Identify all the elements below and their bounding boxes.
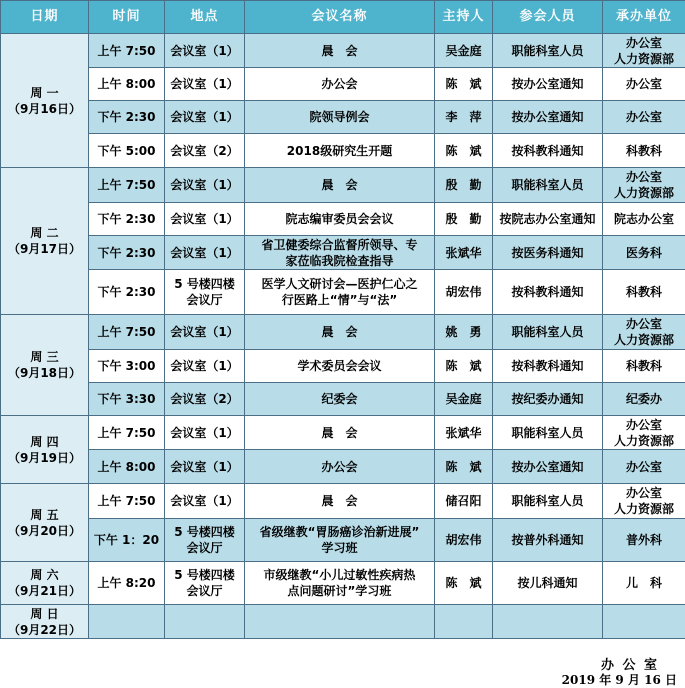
- table-row: [1, 383, 685, 416]
- place-cell: 会议室（1）: [165, 450, 245, 484]
- header-organizer: 承办单位: [603, 1, 685, 34]
- attendees-cell: 按科教科通知: [493, 134, 603, 168]
- time-cell: 下午 2:30: [89, 270, 165, 315]
- table-row: [1, 270, 685, 315]
- attendees-cell: 按医务科通知: [493, 236, 603, 270]
- table-row: [1, 34, 685, 68]
- place-cell: 会议室（1）: [165, 315, 245, 350]
- header-attendees: 参会人员: [493, 1, 603, 34]
- time-cell: 上午 7:50: [89, 34, 165, 68]
- meeting-name-cell: 办公会: [245, 68, 435, 101]
- meeting-name-cell: 2018级研究生开题: [245, 134, 435, 168]
- time-cell: 下午 1：20: [89, 519, 165, 562]
- day-date: （9月20日）: [7, 523, 82, 538]
- time-cell: 上午 8:00: [89, 450, 165, 484]
- table-row: [1, 315, 685, 350]
- time-cell: 上午 8:00: [89, 68, 165, 101]
- host-cell: 陈 斌: [435, 562, 493, 605]
- organizer-cell: 科教科: [603, 350, 685, 383]
- attendees-cell: 职能科室人员: [493, 416, 603, 450]
- place-cell: 会议室（2）: [165, 383, 245, 416]
- organizer-cell: 院志办公室: [603, 203, 685, 236]
- organizer-cell: 科教科: [603, 270, 685, 315]
- meeting-name-cell: 晨 会: [245, 34, 435, 68]
- host-cell: 殷 勤: [435, 203, 493, 236]
- attendees-cell: [493, 605, 603, 639]
- meeting-name-cell: 办公会: [245, 450, 435, 484]
- organizer-cell: 办公室: [603, 450, 685, 484]
- attendees-cell: 按办公室通知: [493, 450, 603, 484]
- meeting-name-cell: 医学人文研讨会—医护仁心之 行医路上“情”与“法”: [245, 270, 435, 315]
- place-cell: 会议室（1）: [165, 68, 245, 101]
- attendees-cell: 按纪委办通知: [493, 383, 603, 416]
- host-cell: 殷 勤: [435, 168, 493, 203]
- organizer-cell: 办公室 人力资源部: [603, 315, 685, 350]
- time-cell: 上午 7:50: [89, 168, 165, 203]
- host-cell: 储召阳: [435, 484, 493, 519]
- organizer-cell: 办公室 人力资源部: [603, 416, 685, 450]
- table-row: [1, 203, 685, 236]
- header-place: 地点: [165, 1, 245, 34]
- day-date: （9月18日）: [7, 366, 82, 380]
- day-cell: [1, 315, 89, 416]
- table-row: [1, 168, 685, 203]
- day-label: 周 四: [30, 434, 59, 449]
- organizer-cell: 纪委办: [603, 383, 685, 416]
- time-cell: 下午 2:30: [89, 203, 165, 236]
- time-cell: 下午 3:00: [89, 350, 165, 383]
- attendees-cell: 职能科室人员: [493, 315, 603, 350]
- day-label: 周 三: [30, 350, 59, 364]
- attendees-cell: 按科教科通知: [493, 350, 603, 383]
- time-cell: 下午 2:30: [89, 101, 165, 134]
- table-row: [1, 450, 685, 484]
- table-row: [1, 101, 685, 134]
- organizer-cell: 医务科: [603, 236, 685, 270]
- attendees-cell: 按普外科通知: [493, 519, 603, 562]
- organizer-cell: 儿 科: [603, 562, 685, 605]
- meeting-name-cell: 市级继教“小儿过敏性疾病热 点问题研讨”学习班: [245, 562, 435, 605]
- host-cell: [435, 605, 493, 639]
- day-date: （9月16日）: [7, 101, 82, 116]
- day-cell: [1, 168, 89, 315]
- attendees-cell: 按儿科通知: [493, 562, 603, 605]
- place-cell: 会议室（1）: [165, 350, 245, 383]
- host-cell: 胡宏伟: [435, 519, 493, 562]
- organizer-cell: [603, 605, 685, 639]
- day-date: （9月21日）: [7, 584, 82, 598]
- host-cell: 胡宏伟: [435, 270, 493, 315]
- host-cell: 陈 斌: [435, 350, 493, 383]
- host-cell: 李 萍: [435, 101, 493, 134]
- meeting-name-cell: 纪委会: [245, 383, 435, 416]
- footer-date: 2019 年 9 月 16 日: [561, 673, 677, 687]
- place-cell: 5 号楼四楼 会议厅: [165, 519, 245, 562]
- host-cell: 张斌华: [435, 236, 493, 270]
- place-cell: 5 号楼四楼 会议厅: [165, 562, 245, 605]
- attendees-cell: 按办公室通知: [493, 68, 603, 101]
- day-date: （9月22日）: [7, 622, 82, 637]
- time-cell: 上午 7:50: [89, 484, 165, 519]
- attendees-cell: 职能科室人员: [493, 484, 603, 519]
- day-cell: [1, 562, 89, 605]
- meeting-name-cell: 晨 会: [245, 315, 435, 350]
- day-date: （9月17日）: [7, 242, 82, 256]
- organizer-cell: 办公室 人力资源部: [603, 484, 685, 519]
- time-cell: 下午 5:00: [89, 134, 165, 168]
- place-cell: 会议室（1）: [165, 416, 245, 450]
- attendees-cell: 按办公室通知: [493, 101, 603, 134]
- table-row: [1, 562, 685, 605]
- header-time: 时间: [89, 1, 165, 34]
- place-cell: 会议室（1）: [165, 203, 245, 236]
- header-date: 日期: [1, 1, 89, 34]
- place-cell: 会议室（1）: [165, 484, 245, 519]
- organizer-cell: 普外科: [603, 519, 685, 562]
- host-cell: 张斌华: [435, 416, 493, 450]
- place-cell: 会议室（1）: [165, 236, 245, 270]
- day-cell: [1, 416, 89, 484]
- time-cell: 上午 7:50: [89, 315, 165, 350]
- day-cell: [1, 34, 89, 168]
- meeting-name-cell: 省级继教“胃肠癌诊治新进展” 学习班: [245, 519, 435, 562]
- organizer-cell: 办公室 人力资源部: [603, 168, 685, 203]
- day-label: 周 五: [30, 507, 59, 522]
- day-label: 周 一: [30, 85, 59, 100]
- organizer-cell: 办公室: [603, 101, 685, 134]
- day-cell: [1, 605, 89, 639]
- host-cell: 吴金庭: [435, 34, 493, 68]
- host-cell: 陈 斌: [435, 134, 493, 168]
- table-row: [1, 68, 685, 101]
- table-row: [1, 134, 685, 168]
- day-date: （9月19日）: [7, 450, 82, 465]
- time-cell: [89, 605, 165, 639]
- host-cell: 陈 斌: [435, 450, 493, 484]
- place-cell: 会议室（1）: [165, 168, 245, 203]
- organizer-cell: 办公室: [603, 68, 685, 101]
- attendees-cell: 职能科室人员: [493, 34, 603, 68]
- time-cell: 上午 7:50: [89, 416, 165, 450]
- table-row: [1, 605, 685, 639]
- table-header-row: [1, 1, 685, 34]
- day-label: 周 二: [30, 226, 59, 240]
- time-cell: 下午 2:30: [89, 236, 165, 270]
- host-cell: 姚 勇: [435, 315, 493, 350]
- day-cell: [1, 484, 89, 562]
- host-cell: 吴金庭: [435, 383, 493, 416]
- attendees-cell: 按科教科通知: [493, 270, 603, 315]
- meeting-name-cell: 学术委员会会议: [245, 350, 435, 383]
- table-row: [1, 484, 685, 519]
- header-meeting-name: 会议名称: [245, 1, 435, 34]
- meeting-name-cell: 省卫健委综合监督所领导、专 家莅临我院检查指导: [245, 236, 435, 270]
- meeting-name-cell: 晨 会: [245, 168, 435, 203]
- meeting-name-cell: [245, 605, 435, 639]
- organizer-cell: 办公室 人力资源部: [603, 34, 685, 68]
- table-row: [1, 236, 685, 270]
- host-cell: 陈 斌: [435, 68, 493, 101]
- time-cell: 下午 3:30: [89, 383, 165, 416]
- place-cell: [165, 605, 245, 639]
- header-host: 主持人: [435, 1, 493, 34]
- table-row: [1, 350, 685, 383]
- time-cell: 上午 8:20: [89, 562, 165, 605]
- footer-org: 办 公 室: [600, 658, 659, 673]
- organizer-cell: 科教科: [603, 134, 685, 168]
- place-cell: 会议室（1）: [165, 101, 245, 134]
- meeting-name-cell: 晨 会: [245, 416, 435, 450]
- table-row: [1, 416, 685, 450]
- footer: [0, 654, 685, 688]
- meeting-name-cell: 院志编审委员会会议: [245, 203, 435, 236]
- day-label: 周 日: [30, 606, 59, 621]
- day-label: 周 六: [30, 568, 59, 582]
- meeting-name-cell: 院领导例会: [245, 101, 435, 134]
- place-cell: 会议室（1）: [165, 34, 245, 68]
- place-cell: 5 号楼四楼 会议厅: [165, 270, 245, 315]
- attendees-cell: 职能科室人员: [493, 168, 603, 203]
- meeting-name-cell: 晨 会: [245, 484, 435, 519]
- place-cell: 会议室（2）: [165, 134, 245, 168]
- table-row: [1, 519, 685, 562]
- attendees-cell: 按院志办公室通知: [493, 203, 603, 236]
